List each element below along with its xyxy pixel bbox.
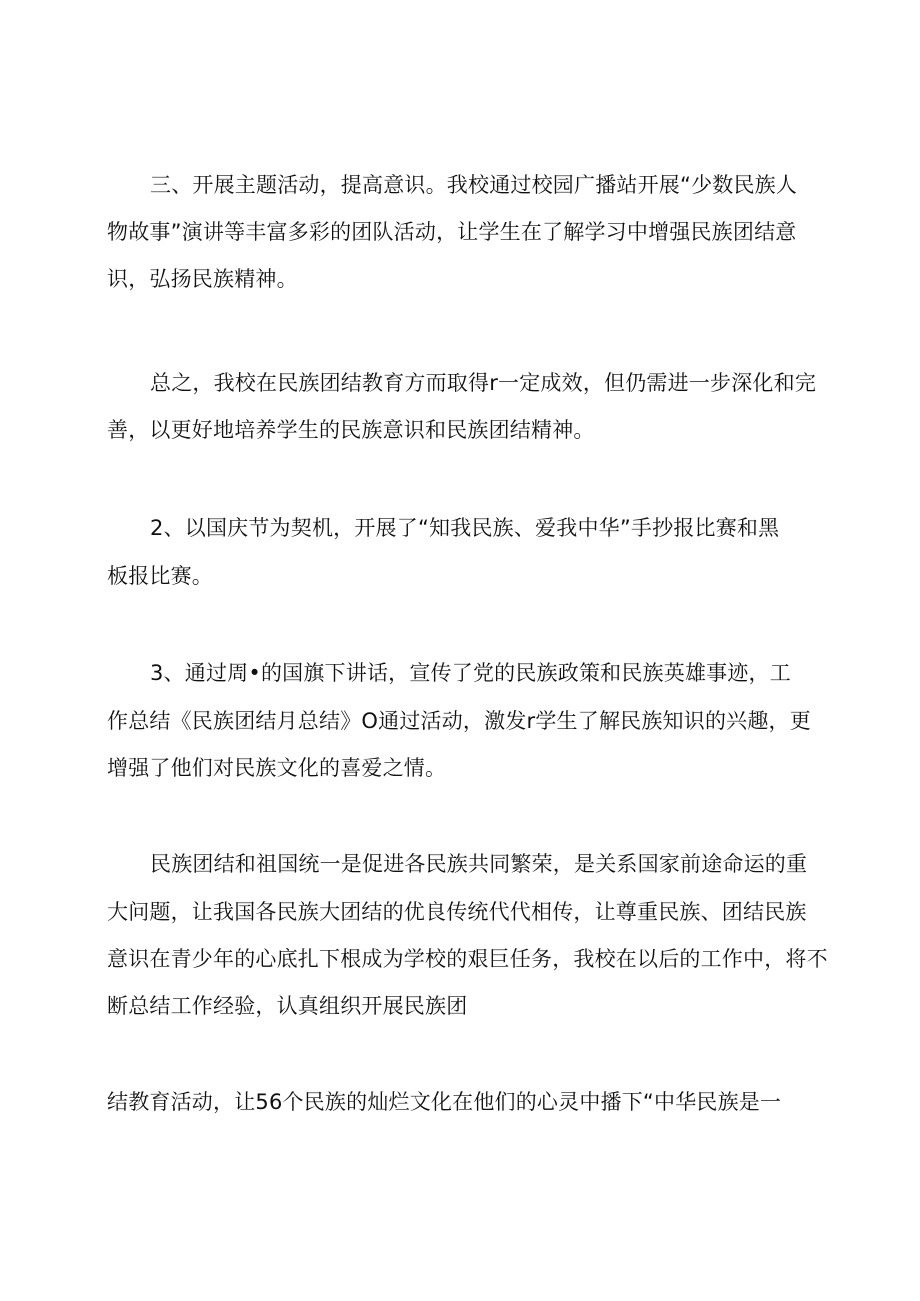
paragraph-2-line-2: 善，以更好地培养学生的民族意识和民族团结精神。 (107, 418, 595, 442)
paragraph-1-line-3: 识，弘扬民族精神。 (107, 267, 298, 291)
paragraph-5-line-1: 民族团结和祖国统一是促进各民族共同繁荣，是关系国家前途命运的重 (150, 852, 808, 876)
paragraph-6-line-1: 结教育活动，让56个民族的灿烂文化在他们的心灵中播下“中华民族是一 (107, 1090, 782, 1114)
paragraph-5-line-2: 大问题，让我国各民族大团结的优良传统代代相传，让尊重民族、团结民族 (107, 900, 807, 924)
paragraph-3-line-2: 板报比赛。 (107, 564, 213, 588)
paragraph-3-line-1: 2、以国庆节为契机，开展了“知我民族、爱我中华”手抄报比赛和黑 (150, 516, 780, 540)
paragraph-1-line-2: 物故事”演讲等丰富多彩的团队活动，让学生在了解学习中增强民族团结意 (107, 220, 797, 244)
paragraph-4-line-2: 作总结《民族团结月总结》O通过活动，激发r学生了解民族知识的兴趣，更 (107, 709, 811, 733)
paragraph-5-line-3: 意识在青少年的心底扎下根成为学校的艰巨任务，我校在以后的工作中，将不 (107, 947, 828, 971)
paragraph-5-line-4: 断总结工作经验，认真组织开展民族团 (107, 994, 468, 1018)
paragraph-2-line-1: 总之，我校在民族团结教育方而取得r一定成效，但仍需进一步深化和完 (150, 371, 817, 395)
paragraph-1-line-1: 三、开展主题活动，提高意识。我校通过校园广播站开展“少数民族人 (150, 173, 798, 197)
paragraph-4-line-1: 3、通过周•的国旗下讲话，宣传了党的民族政策和民族英雄事迹，工 (150, 661, 791, 685)
paragraph-4-line-3: 增强了他们对民族文化的喜爱之情。 (107, 756, 447, 780)
